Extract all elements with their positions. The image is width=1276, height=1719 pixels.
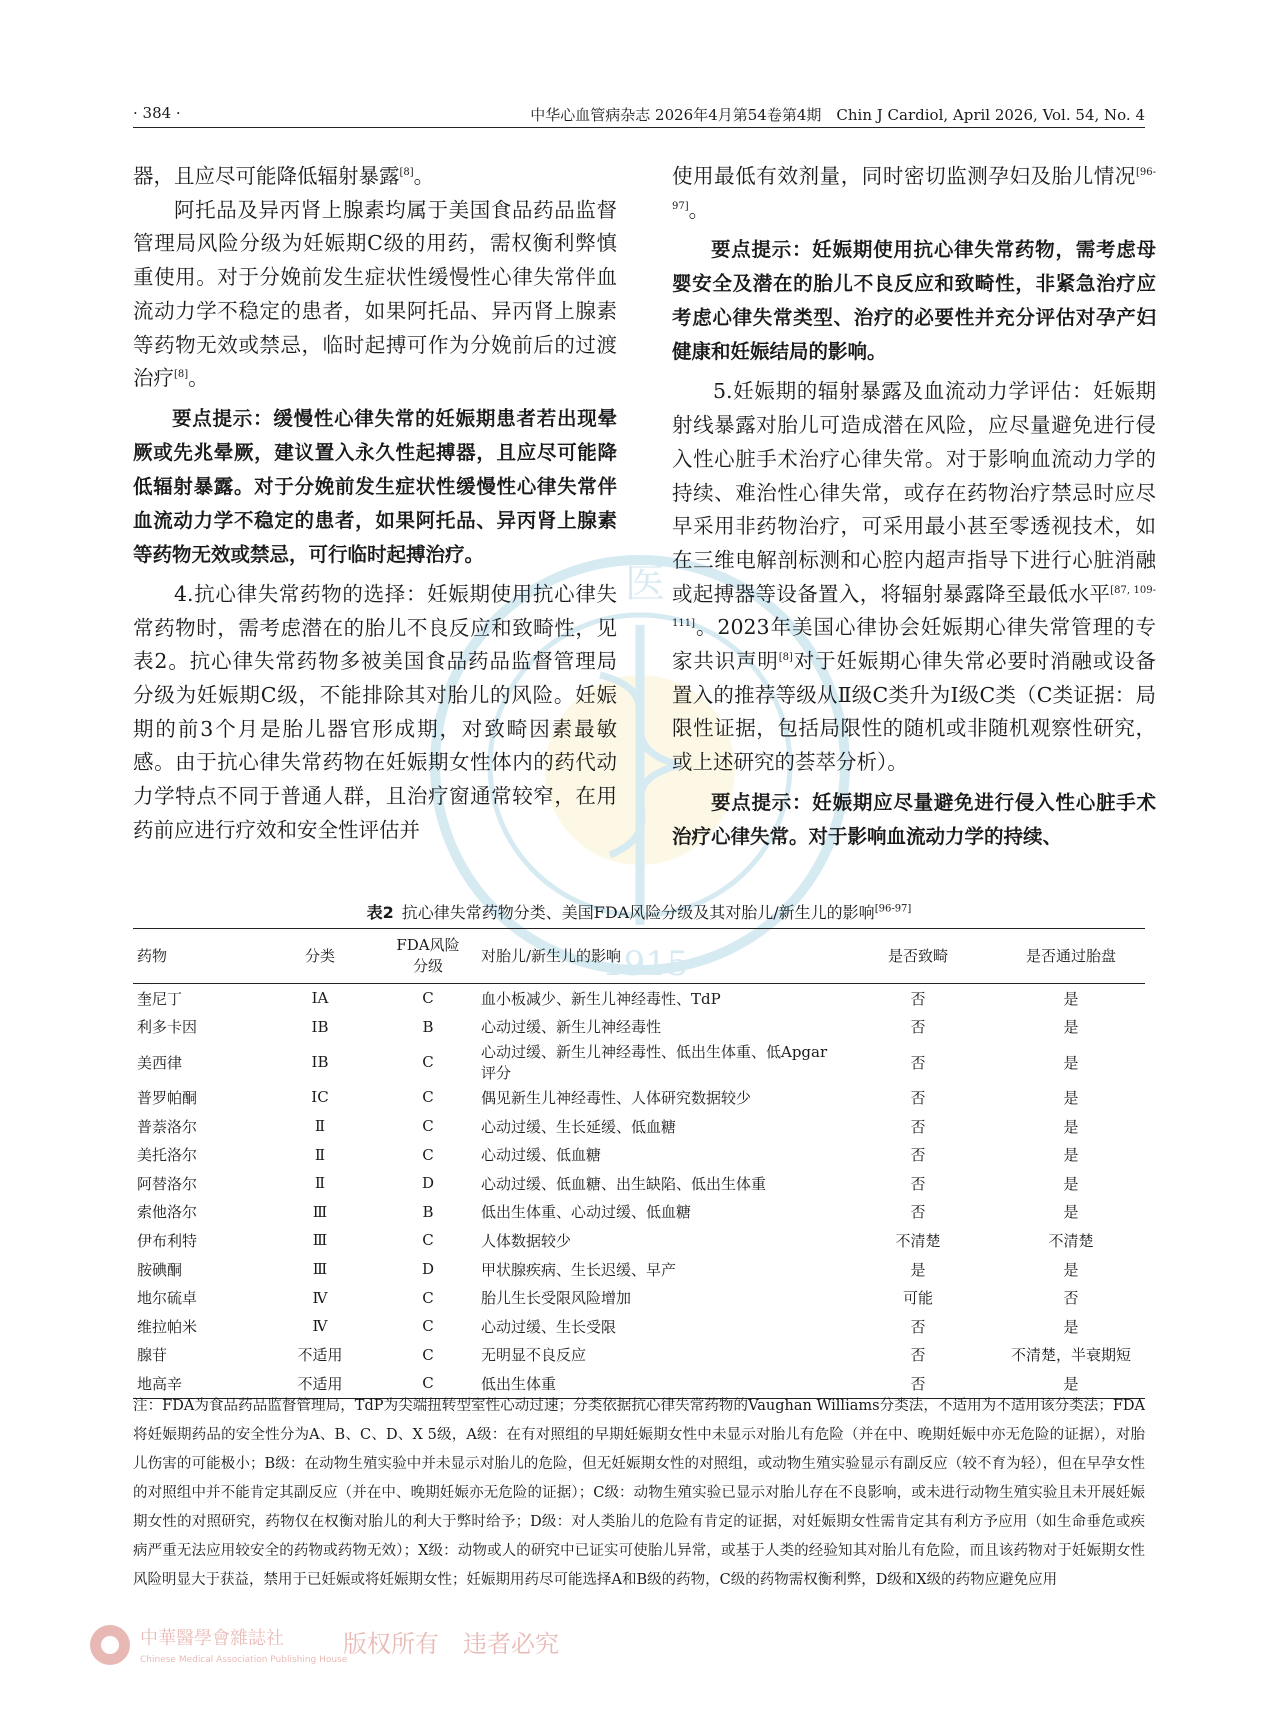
header-teratogenic: 是否致畸 [839, 929, 997, 984]
table-row [133, 1041, 1145, 1083]
fda-grade-cell: C [422, 1088, 434, 1107]
drug-class-cell: 不适用 [261, 1369, 379, 1398]
header-effect: 对胎儿/新生儿的影响 [477, 929, 839, 984]
effect-cell: 胎儿生长受限风险增加 [481, 1289, 632, 1308]
citation-ref: [96-97] [874, 903, 912, 915]
drug-name-cell: 普萘洛尔 [137, 1117, 198, 1136]
effect-cell: 无明显不良反应 [481, 1346, 587, 1365]
drug-class-cell: Ⅱ [314, 1174, 326, 1193]
placenta-cell: 不清楚，半衰期短 [1010, 1346, 1131, 1365]
drug-class-cell: ⅠC [311, 1088, 329, 1107]
header-class: 分类 [261, 929, 379, 984]
placenta-cell: 是 [1063, 1146, 1079, 1165]
left-column [133, 160, 617, 848]
fda-grade-cell: C [422, 1231, 434, 1250]
drug-table [133, 928, 1145, 1399]
table-note: 注：FDA为食品药品监督管理局，TdP为尖端扭转型室性心动过速；分类依据抗心律失常药物的Vaughan Williams分类法，不适用为不适用该分类法；FDA将妊娠期药品的安全性分为A、B、C、D、X 5级，A级：在有对照组的早期妊娠期女性中未显示对胎儿有危险（并在中、晚期妊娠中亦无危险的证据），对胎儿伤害的可能极小；B级：在动物生殖实验中并未显示对胎儿的危险，但无妊娠期女性的对照组，或动物生殖实验显示有副反应（较不育为轻），但在早孕女性的对照组中并不能肯定其副反应（并在中、晚期妊娠亦无危险的证据）；C级：动物生殖实验已显示对胎儿存在不良影响，或未进行动物生殖实验且未开展妊娠期女性的对照研究，药物仅在权衡对胎儿的利大于弊时给予；D级：对人类胎儿的危险有肯定的证据，对妊娠期女性需肯定其有利方予应用（如生命垂危或疾病严重无法应用较安全的药物或药物无效）；X级：动物或人的研究中已证实可使胎儿异常，或基于人类的经验知其对胎儿有危险，而且该药物对于妊娠期女性风险明显大于获益，禁用于已妊娠或将妊娠期女性；妊娠期用药尽可能选择A和B级的药物，C级的药物需权衡利弊，D级和X级的药物应避免应用 [133, 1398, 1145, 1588]
fda-grade-cell: C [422, 1317, 434, 1336]
drug-name-cell: 地高辛 [133, 1369, 261, 1398]
right-paragraph-1: 使用最低有效剂量，同时密切监测孕妇及胎儿情况[96-97]。 [672, 164, 1156, 222]
drug-name-cell: 索他洛尔 [137, 1203, 198, 1222]
effect-cell: 心动过缓、生长受限 [481, 1317, 617, 1336]
table-row [133, 1226, 1145, 1255]
teratogenic-cell: 否 [910, 1146, 926, 1165]
key-point-radiation: 要点提示：妊娠期应尽量避免进行侵入性心脏手术治疗心律失常。对于影响血流动力学的持续、 [672, 790, 1156, 848]
drug-name-cell: 阿替洛尔 [137, 1174, 198, 1193]
effect-cell: 心动过缓、新生儿神经毒性、低出生体重、低Apgar评分 [481, 1043, 828, 1083]
drug-name-cell: 普罗帕酮 [137, 1088, 198, 1107]
fda-grade-cell: C [422, 1288, 434, 1307]
fda-grade-cell: C [422, 989, 434, 1008]
publisher-name-en: Chinese Medical Association Publishing House [140, 1655, 348, 1665]
key-point-antiarrhythmic: 要点提示：妊娠期使用抗心律失常药物，需考虑母婴安全及潜在的胎儿不良反应和致畸性，非紧急治疗应考虑心律失常类型、治疗的必要性并充分评估对孕产妇健康和妊娠结局的影响。 [672, 238, 1156, 364]
citation-ref: [8] [399, 167, 414, 179]
fda-grade-cell: C [422, 1053, 434, 1072]
teratogenic-cell: 否 [910, 1346, 926, 1365]
drug-class-cell: ⅠB [311, 1017, 329, 1036]
table-row [133, 1013, 1145, 1042]
journal-citation: 中华心血管病杂志 2026年4月第54卷第4期 Chin J Cardiol, April 2026, Vol. 54, No. 4 [530, 106, 1145, 124]
left-paragraph-1: 器，且应尽可能降低辐射暴露[8]。 [133, 164, 435, 188]
table-label: 表2 [366, 903, 394, 922]
drug-name-cell: 维拉帕米 [137, 1317, 198, 1336]
header-fda: FDA风险 分级 [379, 929, 477, 984]
placenta-cell: 不清楚 [1048, 1231, 1094, 1250]
table-row [133, 1112, 1145, 1141]
effect-cell: 人体数据较少 [481, 1231, 572, 1250]
fda-grade-cell: C [422, 1345, 434, 1364]
placenta-cell: 是 [1063, 1174, 1079, 1193]
citation-ref: [8] [174, 369, 189, 381]
teratogenic-cell: 否 [910, 1203, 926, 1222]
drug-class-cell: ⅠA [311, 989, 329, 1008]
placenta-cell: 是 [1063, 1317, 1079, 1336]
table-row [133, 1312, 1145, 1341]
citation-ref: [87, 109-111] [672, 584, 1157, 630]
drug-class-cell: Ⅲ [312, 1260, 328, 1279]
table-row [133, 1083, 1145, 1112]
drug-name-cell: 美西律 [137, 1053, 183, 1072]
drug-name-cell: 利多卡因 [137, 1018, 198, 1037]
effect-cell: 偶见新生儿神经毒性、人体研究数据较少 [481, 1088, 752, 1107]
placenta-cell: 是 [1063, 989, 1079, 1008]
effect-cell: 心动过缓、低血糖 [481, 1146, 602, 1165]
effect-cell: 甲状腺疾病、生长迟缓、早产 [481, 1260, 677, 1279]
drug-class-cell: 不适用 [297, 1346, 343, 1365]
left-paragraph-2: 阿托品及异丙肾上腺素均属于美国食品药品监督管理局风险分级为妊娠期C级的用药，需权衡利弊慎重使用。对于分娩前发生症状性缓慢性心律失常伴血流动力学不稳定的患者，如果阿托品、异丙肾上腺素等药物无效或禁忌，临时起搏可作为分娩前后的过渡治疗[8]。 [133, 197, 617, 391]
teratogenic-cell: 否 [910, 1117, 926, 1136]
effect-cell: 心动过缓、低血糖、出生缺陷、低出生体重 [481, 1174, 767, 1193]
citation-ref: [96-97] [672, 167, 1156, 212]
table-row [133, 1198, 1145, 1227]
teratogenic-cell: 可能 [902, 1289, 933, 1308]
effect-cell: 心动过缓、生长延缓、低血糖 [481, 1117, 677, 1136]
table-row [133, 1255, 1145, 1284]
drug-name-cell: 腺苷 [137, 1346, 168, 1365]
drug-class-cell: Ⅳ [312, 1288, 328, 1307]
right-paragraph-2: 5.妊娠期的辐射暴露及血流动力学评估：妊娠期射线暴露对胎儿可造成潜在风险，应尽量避免进行侵入性心脏手术治疗心律失常。对于影响血流动力学的持续、难治性心律失常，或存在药物治疗禁忌时应尽早采用非药物治疗，可采用最小甚至零透视技术，如在三维电解剖标测和心腔内超声指导下进行心脏消融或起搏器等设备置入，将辐射暴露降至最低水平[87, 109-111]。2023年美国心律协会妊娠期心律失常管理的专家共识声明[8]对于妊娠期心律失常必要时消融或设备置入的推荐等级从Ⅱ级C类升为Ⅰ级C类（C类证据：局限性证据，包括局限性的随机或非随机观察性研究，或上述研究的荟萃分析）。 [672, 379, 1157, 775]
page-number: · 384 · [133, 104, 181, 122]
fda-grade-cell: D [421, 1260, 435, 1279]
drug-class-cell: ⅠB [311, 1053, 329, 1072]
fda-grade-cell: B [422, 1202, 434, 1221]
publisher-logo [85, 1620, 565, 1670]
effect-cell: 低出生体重 [477, 1369, 839, 1398]
teratogenic-cell: 否 [910, 1018, 926, 1037]
drug-class-cell: Ⅱ [314, 1145, 326, 1164]
table-title: 抗心律失常药物分类、美国FDA风险分级及其对胎儿/新生儿的影响 [401, 903, 875, 922]
copyright-notice: 版权所有 违者必究 [343, 1630, 559, 1658]
teratogenic-cell: 是 [910, 1260, 926, 1279]
placenta-cell: 是 [1063, 1018, 1079, 1037]
publisher-name: 中華醫學會雜誌社 [140, 1628, 284, 1649]
right-column [672, 160, 1156, 860]
table-row [133, 1169, 1145, 1198]
fda-grade-cell: C [422, 1145, 434, 1164]
placenta-cell: 是 [997, 1369, 1145, 1398]
drug-name-cell: 美托洛尔 [137, 1146, 198, 1165]
watermark-seal-char: 医 [625, 561, 665, 607]
drug-name-cell: 地尔硫卓 [137, 1289, 198, 1308]
teratogenic-cell: 否 [910, 1317, 926, 1336]
placenta-cell: 是 [1063, 1117, 1079, 1136]
fda-grade-cell: B [422, 1017, 434, 1036]
table-row [133, 1283, 1145, 1312]
effect-cell: 血小板减少、新生儿神经毒性、TdP [481, 989, 721, 1008]
header-placenta: 是否通过胎盘 [997, 929, 1145, 984]
teratogenic-cell: 否 [839, 1369, 997, 1398]
teratogenic-cell: 不清楚 [895, 1231, 941, 1250]
drug-class-cell: Ⅲ [312, 1231, 328, 1250]
teratogenic-cell: 否 [910, 1088, 926, 1107]
page-header [133, 100, 1145, 128]
fda-grade-cell: C [379, 1369, 477, 1398]
watermark-year: 1915 [602, 944, 689, 984]
citation-ref: [8] [778, 652, 793, 664]
drug-name-cell: 胺碘酮 [137, 1260, 183, 1279]
placenta-cell: 是 [1063, 1088, 1079, 1107]
table-header-row [133, 929, 1145, 984]
placenta-cell: 是 [1063, 1203, 1079, 1222]
table-caption [133, 900, 1145, 923]
placenta-cell: 否 [1063, 1289, 1079, 1308]
key-point-bradyarrhythmia: 要点提示：缓慢性心律失常的妊娠期患者若出现晕厥或先兆晕厥，建议置入永久性起搏器，且应尽可能降低辐射暴露。对于分娩前发生症状性缓慢性心律失常伴血流动力学不稳定的患者，如果阿托品、异丙肾上腺素等药物无效或禁忌，可行临时起搏治疗。 [133, 406, 617, 566]
table-row [133, 984, 1145, 1013]
teratogenic-cell: 否 [910, 989, 926, 1008]
teratogenic-cell: 否 [910, 1053, 926, 1072]
placenta-cell: 是 [1063, 1053, 1079, 1072]
drug-name-cell: 奎尼丁 [137, 989, 183, 1008]
placenta-cell: 是 [1063, 1260, 1079, 1279]
drug-class-cell: Ⅱ [314, 1117, 326, 1136]
header-drug: 药物 [133, 929, 261, 984]
drug-class-cell: Ⅳ [312, 1317, 328, 1336]
drug-name-cell: 伊布利特 [137, 1231, 198, 1250]
teratogenic-cell: 否 [910, 1174, 926, 1193]
table-row [133, 1140, 1145, 1169]
drug-class-cell: Ⅲ [312, 1202, 328, 1221]
effect-cell: 低出生体重、心动过缓、低血糖 [481, 1203, 692, 1222]
left-paragraph-3: 4.抗心律失常药物的选择：妊娠期使用抗心律失常药物时，需考虑潜在的胎儿不良反应和致畸性，见表2。抗心律失常药物多被美国食品药品监督管理局分级为妊娠期C级，不能排除其对胎儿的风险。妊娠期的前3个月是胎儿器官形成期，对致畸因素最敏感。由于抗心律失常药物在妊娠期女性体内的药代动力学特点不同于普通人群，且治疗窗通常较窄，在用药前应进行疗效和安全性评估并 [133, 581, 617, 842]
fda-grade-cell: C [422, 1117, 434, 1136]
table-row [133, 1341, 1145, 1370]
effect-cell: 心动过缓、新生儿神经毒性 [481, 1018, 662, 1037]
fda-grade-cell: D [421, 1174, 435, 1193]
